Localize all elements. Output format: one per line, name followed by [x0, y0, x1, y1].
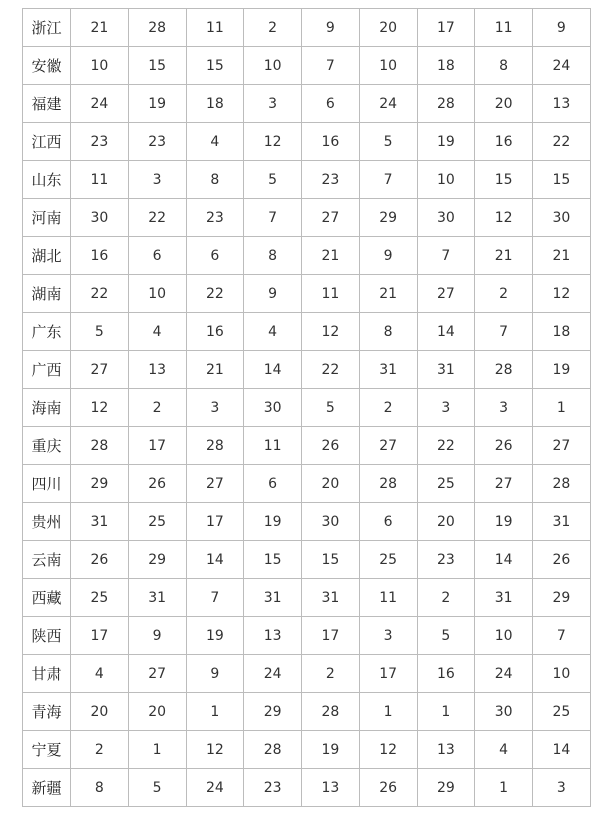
- value-cell: 1: [359, 693, 417, 731]
- value-cell: 8: [244, 237, 302, 275]
- value-cell: 21: [359, 275, 417, 313]
- value-cell: 10: [359, 47, 417, 85]
- value-cell: 28: [244, 731, 302, 769]
- value-cell: 17: [302, 617, 360, 655]
- value-cell: 27: [128, 655, 186, 693]
- value-cell: 4: [244, 313, 302, 351]
- value-cell: 13: [244, 617, 302, 655]
- value-cell: 7: [186, 579, 244, 617]
- table-row: [23, 275, 591, 313]
- value-cell: 7: [417, 237, 475, 275]
- value-cell: 23: [128, 123, 186, 161]
- value-cell: 22: [417, 427, 475, 465]
- value-cell: 12: [71, 389, 129, 427]
- value-cell: 17: [128, 427, 186, 465]
- value-cell: 22: [128, 199, 186, 237]
- value-cell: 15: [128, 47, 186, 85]
- value-cell: 11: [186, 9, 244, 47]
- value-cell: 12: [244, 123, 302, 161]
- value-cell: 6: [302, 85, 360, 123]
- value-cell: 21: [71, 9, 129, 47]
- value-cell: 27: [302, 199, 360, 237]
- value-cell: 2: [302, 655, 360, 693]
- value-cell: 25: [417, 465, 475, 503]
- table-row: [23, 123, 591, 161]
- table-row: [23, 655, 591, 693]
- value-cell: 7: [244, 199, 302, 237]
- value-cell: 4: [186, 123, 244, 161]
- value-cell: 30: [302, 503, 360, 541]
- value-cell: 23: [186, 199, 244, 237]
- value-cell: 2: [71, 731, 129, 769]
- value-cell: 7: [533, 617, 591, 655]
- value-cell: 11: [244, 427, 302, 465]
- value-cell: 22: [533, 123, 591, 161]
- table-row: [23, 541, 591, 579]
- value-cell: 29: [533, 579, 591, 617]
- value-cell: 28: [359, 465, 417, 503]
- value-cell: 5: [244, 161, 302, 199]
- value-cell: 24: [186, 769, 244, 807]
- value-cell: 26: [533, 541, 591, 579]
- value-cell: 12: [186, 731, 244, 769]
- province-cell: 河南: [23, 199, 71, 237]
- table-row: [23, 85, 591, 123]
- value-cell: 27: [417, 275, 475, 313]
- value-cell: 28: [475, 351, 533, 389]
- value-cell: 21: [475, 237, 533, 275]
- value-cell: 12: [359, 731, 417, 769]
- province-cell: 重庆: [23, 427, 71, 465]
- value-cell: 7: [302, 47, 360, 85]
- value-cell: 30: [71, 199, 129, 237]
- value-cell: 4: [71, 655, 129, 693]
- province-cell: 福建: [23, 85, 71, 123]
- value-cell: 24: [533, 47, 591, 85]
- value-cell: 19: [128, 85, 186, 123]
- value-cell: 15: [302, 541, 360, 579]
- value-cell: 20: [359, 9, 417, 47]
- value-cell: 3: [186, 389, 244, 427]
- value-cell: 30: [533, 199, 591, 237]
- province-cell: 云南: [23, 541, 71, 579]
- province-cell: 宁夏: [23, 731, 71, 769]
- value-cell: 22: [186, 275, 244, 313]
- value-cell: 8: [475, 47, 533, 85]
- value-cell: 18: [186, 85, 244, 123]
- value-cell: 23: [71, 123, 129, 161]
- table-row: [23, 47, 591, 85]
- value-cell: 15: [186, 47, 244, 85]
- value-cell: 31: [244, 579, 302, 617]
- value-cell: 5: [417, 617, 475, 655]
- value-cell: 13: [533, 85, 591, 123]
- value-cell: 28: [128, 9, 186, 47]
- value-cell: 2: [359, 389, 417, 427]
- value-cell: 29: [71, 465, 129, 503]
- value-cell: 28: [302, 693, 360, 731]
- value-cell: 22: [71, 275, 129, 313]
- value-cell: 21: [302, 237, 360, 275]
- value-cell: 18: [417, 47, 475, 85]
- value-cell: 5: [302, 389, 360, 427]
- value-cell: 19: [186, 617, 244, 655]
- table-row: [23, 579, 591, 617]
- value-cell: 1: [417, 693, 475, 731]
- ranking-table: [22, 8, 591, 807]
- value-cell: 4: [475, 731, 533, 769]
- value-cell: 17: [417, 9, 475, 47]
- value-cell: 19: [533, 351, 591, 389]
- table-row: [23, 199, 591, 237]
- value-cell: 1: [533, 389, 591, 427]
- value-cell: 8: [359, 313, 417, 351]
- value-cell: 8: [186, 161, 244, 199]
- value-cell: 26: [359, 769, 417, 807]
- value-cell: 20: [475, 85, 533, 123]
- value-cell: 28: [186, 427, 244, 465]
- table-row: [23, 693, 591, 731]
- value-cell: 9: [244, 275, 302, 313]
- value-cell: 27: [533, 427, 591, 465]
- value-cell: 5: [71, 313, 129, 351]
- value-cell: 12: [533, 275, 591, 313]
- value-cell: 19: [244, 503, 302, 541]
- province-cell: 西藏: [23, 579, 71, 617]
- value-cell: 19: [475, 503, 533, 541]
- province-cell: 江西: [23, 123, 71, 161]
- value-cell: 27: [359, 427, 417, 465]
- table-row: [23, 503, 591, 541]
- value-cell: 4: [128, 313, 186, 351]
- value-cell: 15: [475, 161, 533, 199]
- table-row: [23, 769, 591, 807]
- value-cell: 2: [244, 9, 302, 47]
- value-cell: 10: [244, 47, 302, 85]
- value-cell: 13: [417, 731, 475, 769]
- province-cell: 浙江: [23, 9, 71, 47]
- value-cell: 6: [186, 237, 244, 275]
- value-cell: 30: [244, 389, 302, 427]
- table-row: [23, 617, 591, 655]
- value-cell: 2: [475, 275, 533, 313]
- value-cell: 24: [359, 85, 417, 123]
- province-cell: 甘肃: [23, 655, 71, 693]
- value-cell: 12: [475, 199, 533, 237]
- value-cell: 17: [71, 617, 129, 655]
- value-cell: 3: [359, 617, 417, 655]
- value-cell: 9: [533, 9, 591, 47]
- province-cell: 湖北: [23, 237, 71, 275]
- value-cell: 11: [359, 579, 417, 617]
- value-cell: 10: [128, 275, 186, 313]
- value-cell: 23: [244, 769, 302, 807]
- value-cell: 6: [128, 237, 186, 275]
- value-cell: 2: [128, 389, 186, 427]
- value-cell: 10: [475, 617, 533, 655]
- value-cell: 25: [128, 503, 186, 541]
- value-cell: 17: [186, 503, 244, 541]
- value-cell: 5: [128, 769, 186, 807]
- value-cell: 26: [128, 465, 186, 503]
- table-row: [23, 313, 591, 351]
- value-cell: 23: [417, 541, 475, 579]
- value-cell: 9: [128, 617, 186, 655]
- value-cell: 9: [359, 237, 417, 275]
- province-cell: 新疆: [23, 769, 71, 807]
- value-cell: 18: [533, 313, 591, 351]
- value-cell: 11: [302, 275, 360, 313]
- value-cell: 12: [302, 313, 360, 351]
- value-cell: 22: [302, 351, 360, 389]
- value-cell: 25: [359, 541, 417, 579]
- value-cell: 3: [244, 85, 302, 123]
- value-cell: 14: [244, 351, 302, 389]
- table-body: [23, 9, 591, 807]
- value-cell: 15: [533, 161, 591, 199]
- value-cell: 31: [359, 351, 417, 389]
- value-cell: 28: [533, 465, 591, 503]
- province-cell: 青海: [23, 693, 71, 731]
- value-cell: 16: [302, 123, 360, 161]
- value-cell: 16: [186, 313, 244, 351]
- value-cell: 28: [417, 85, 475, 123]
- table-row: [23, 427, 591, 465]
- table-row: [23, 9, 591, 47]
- value-cell: 1: [475, 769, 533, 807]
- value-cell: 24: [71, 85, 129, 123]
- value-cell: 28: [71, 427, 129, 465]
- province-cell: 安徽: [23, 47, 71, 85]
- value-cell: 3: [533, 769, 591, 807]
- table-row: [23, 161, 591, 199]
- value-cell: 24: [475, 655, 533, 693]
- value-cell: 17: [359, 655, 417, 693]
- value-cell: 25: [533, 693, 591, 731]
- value-cell: 3: [417, 389, 475, 427]
- table-row: [23, 351, 591, 389]
- value-cell: 15: [244, 541, 302, 579]
- value-cell: 27: [186, 465, 244, 503]
- value-cell: 10: [71, 47, 129, 85]
- value-cell: 21: [533, 237, 591, 275]
- value-cell: 20: [417, 503, 475, 541]
- table-row: [23, 237, 591, 275]
- table-row: [23, 731, 591, 769]
- value-cell: 31: [533, 503, 591, 541]
- value-cell: 29: [128, 541, 186, 579]
- value-cell: 31: [128, 579, 186, 617]
- value-cell: 26: [71, 541, 129, 579]
- value-cell: 3: [128, 161, 186, 199]
- value-cell: 27: [475, 465, 533, 503]
- value-cell: 7: [359, 161, 417, 199]
- province-cell: 山东: [23, 161, 71, 199]
- value-cell: 14: [417, 313, 475, 351]
- value-cell: 19: [302, 731, 360, 769]
- value-cell: 29: [417, 769, 475, 807]
- province-cell: 陕西: [23, 617, 71, 655]
- value-cell: 31: [417, 351, 475, 389]
- value-cell: 11: [71, 161, 129, 199]
- value-cell: 16: [417, 655, 475, 693]
- value-cell: 5: [359, 123, 417, 161]
- value-cell: 26: [475, 427, 533, 465]
- value-cell: 31: [475, 579, 533, 617]
- value-cell: 19: [417, 123, 475, 161]
- value-cell: 1: [128, 731, 186, 769]
- province-cell: 四川: [23, 465, 71, 503]
- value-cell: 2: [417, 579, 475, 617]
- table-row: [23, 389, 591, 427]
- value-cell: 6: [359, 503, 417, 541]
- value-cell: 16: [71, 237, 129, 275]
- value-cell: 9: [186, 655, 244, 693]
- value-cell: 7: [475, 313, 533, 351]
- ranking-table-container: [22, 8, 571, 807]
- value-cell: 31: [302, 579, 360, 617]
- value-cell: 21: [186, 351, 244, 389]
- value-cell: 30: [417, 199, 475, 237]
- value-cell: 24: [244, 655, 302, 693]
- province-cell: 广东: [23, 313, 71, 351]
- value-cell: 20: [302, 465, 360, 503]
- value-cell: 31: [71, 503, 129, 541]
- province-cell: 海南: [23, 389, 71, 427]
- value-cell: 16: [475, 123, 533, 161]
- value-cell: 26: [302, 427, 360, 465]
- value-cell: 30: [475, 693, 533, 731]
- province-cell: 湖南: [23, 275, 71, 313]
- province-cell: 贵州: [23, 503, 71, 541]
- value-cell: 1: [186, 693, 244, 731]
- value-cell: 11: [475, 9, 533, 47]
- value-cell: 9: [302, 9, 360, 47]
- value-cell: 6: [244, 465, 302, 503]
- value-cell: 8: [71, 769, 129, 807]
- value-cell: 14: [186, 541, 244, 579]
- value-cell: 14: [475, 541, 533, 579]
- value-cell: 10: [417, 161, 475, 199]
- province-cell: 广西: [23, 351, 71, 389]
- value-cell: 29: [244, 693, 302, 731]
- value-cell: 10: [533, 655, 591, 693]
- value-cell: 3: [475, 389, 533, 427]
- value-cell: 20: [71, 693, 129, 731]
- value-cell: 25: [71, 579, 129, 617]
- value-cell: 13: [302, 769, 360, 807]
- value-cell: 20: [128, 693, 186, 731]
- value-cell: 29: [359, 199, 417, 237]
- value-cell: 13: [128, 351, 186, 389]
- value-cell: 14: [533, 731, 591, 769]
- table-row: [23, 465, 591, 503]
- value-cell: 23: [302, 161, 360, 199]
- value-cell: 27: [71, 351, 129, 389]
